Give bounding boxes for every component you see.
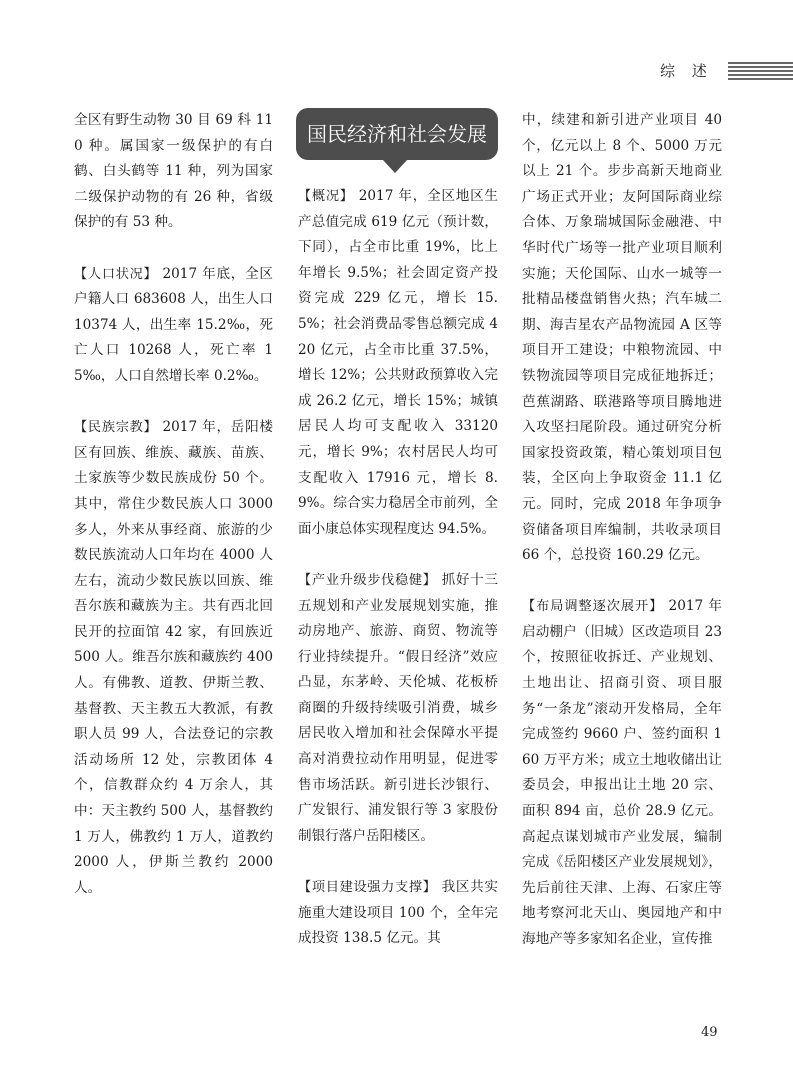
paragraph-text: 我区共实施重大建设项目 100 个，全年完成投资 138.5 亿元。其 — [298, 879, 498, 947]
paragraph-heading: 【概况】 — [298, 189, 354, 204]
paragraph — [74, 108, 273, 236]
column-2 — [298, 184, 498, 977]
paragraph-heading: 【产业升级步伐稳健】 — [298, 572, 437, 588]
paragraph-text: 抓好十三五规划和产业发展规划实施，推动房地产、旅游、商贸、物流等行业持续提升。“假日经济”效应凸显，东茅岭、天伦城、花板桥商圈的升级持续吸引消费，城乡居民收入增加和社会保障水平提高对消费拉动作用明显，促进零售市场活跃。新引进长沙银行、广发银行、浦发银行等 3 家股份制银行落户岳阳楼区。 — [298, 571, 498, 844]
paragraph-text: 2017 年底，全区户籍人口 683608 人，出生人口 10374 人，出生率 15.2‰，死亡人口 10268 人，死亡率 15‰，人口自然增长率 0.2‰。 — [74, 265, 273, 384]
page-number: 49 — [701, 1025, 718, 1040]
paragraph-heading: 【民族宗教】 — [74, 420, 158, 436]
paragraph-heading: 【项目建设强力支撑】 — [298, 880, 437, 896]
header-decorative-lines — [728, 62, 793, 82]
paragraph-text: 2017 年，岳阳楼区有回族、维族、藏族、苗族、土家族等少数民族成份 50 个。其中，常住少数民族人口 3000 多人，外来从事经商、旅游的少数民族流动人口年均在 4000 人左右，流动少数民族以回族、维吾尔族和藏族为主。共有西北回民开的拉面馆 42 家，有回族近 500 人。维吾尔族和藏族约 400 人。有佛教、道教、伊斯兰教、基督教、天主教五大教派，有教职人员 99 人，合法登记的宗教活动场所 12 处，宗教团体 4 个，信教群众约 4 万余人，其中：天主教约 500 人，基督教约 1 万人，佛教约 1 万人，道教约 2000 人，伊斯兰教约 2000 人。 — [74, 419, 273, 896]
running-header-title: 综 述 — [660, 62, 713, 80]
column-3 — [522, 108, 722, 978]
column-1 — [74, 108, 273, 927]
paragraph-heading: 【布局调整逐次展开】 — [522, 599, 664, 615]
paragraph-text: 2017 年启动棚户（旧城）区改造项目 23 个，按照征收拆迁、产业规划、土地出让、招商引资、项目服务“一条龙”滚动开发格局，全年完成签约 9660 户、签约面积 160 万平方米；成立土地收储出让委员会，申报出让土地 20 宗、面积 894 亩，总价 28.9 亿元。高起点谋划城市产业发展，编制完成《岳阳楼区产业发展规划》，先后前往天津、上海、石家庄等地考察河北天山、奥园地产和中海地产等多家知名企业，宣传推 — [522, 598, 722, 947]
paragraph-heading: 【人口状况】 — [74, 266, 158, 282]
paragraph-text: 2017 年，全区地区生产总值完成 619 亿元（预计数，下同），占全市比重 19%，比上年增长 9.5%；社会固定资产投资完成 229 亿元，增长 15.5%；社会消费品零售总额完成 420 亿元，占全市比重 37.5%，增长 12%；公共财政预算收入完成 26.2 亿元，增长 15%；城镇居民人均可支配收入 33120 元，增长 9%；农村居民人均可支配收入 17916 元，增长 8.9%。综合实力稳居全市前列，全面小康总体实现程度达 94.5%。 — [298, 188, 498, 537]
section-title-banner — [296, 108, 498, 160]
paragraph — [298, 875, 498, 952]
paragraph-text: 中，续建和新引进产业项目 40 个，亿元以上 8 个、5000 万元以上 21 个。步步高新天地商业广场正式开业；友阿国际商业综合体、万象瑞城国际金融港、中华时代广场等一批产业项目顺利实施；天伦国际、山水一城等一批精品楼盘销售火热；汽车城二期、海吉星农产品物流园 A 区等项目开工建设；中粮物流园、中铁物流园等项目完成征地拆迁；芭蕉湖路、联港路等项目腾地进入攻坚扫尾阶段。通过研究分析国家投资政策，精心策划项目包装，全区向上争取资金 11.1 亿元。同时，完成 2018 年争项争资储备项目库编制，共收录项目 66 个，总投资 160.29 亿元。 — [522, 112, 722, 564]
paragraph — [74, 262, 273, 390]
paragraph — [522, 108, 722, 569]
paragraph — [298, 184, 498, 542]
paragraph-text: 全区有野生动物 30 目 69 科 110 种。属国家一级保护的有白鹤、白头鹤等 11 种，列为国家二级保护动物的有 26 种，省级保护的有 53 种。 — [74, 112, 273, 231]
paragraph — [298, 568, 498, 850]
paragraph — [74, 415, 273, 901]
section-title: 国民经济和社会发展 — [307, 122, 487, 146]
paragraph — [522, 594, 722, 952]
